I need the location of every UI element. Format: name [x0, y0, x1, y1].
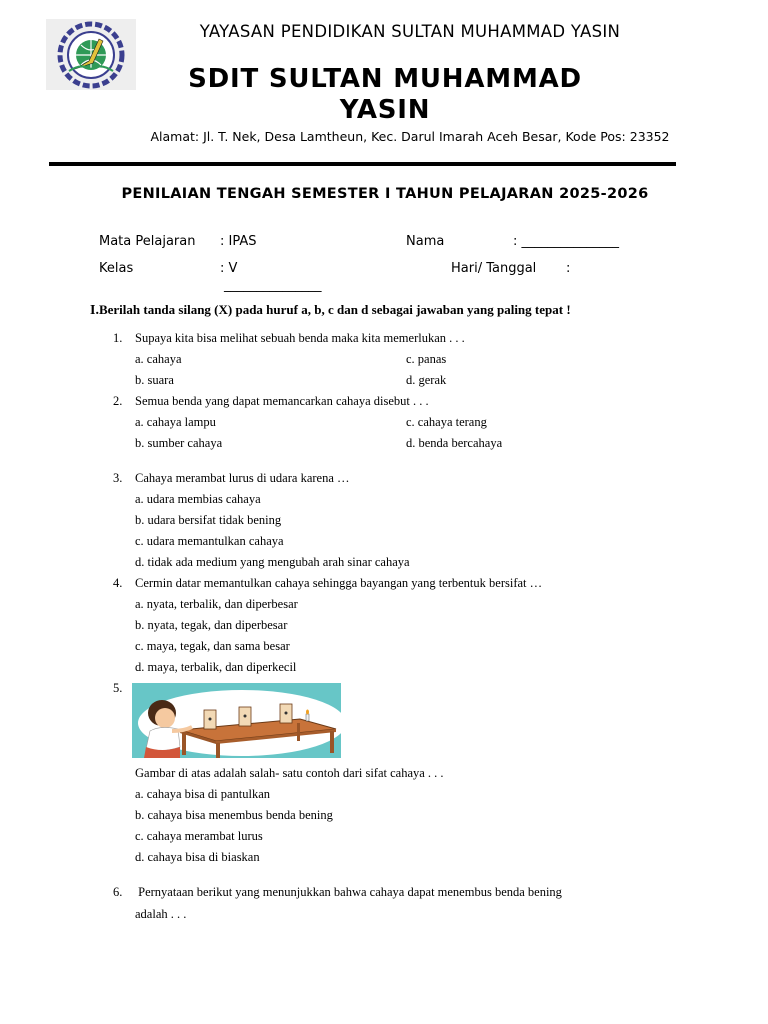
- q5-option-b[interactable]: b. cahaya bisa menembus benda bening: [135, 808, 333, 822]
- q3-option-a[interactable]: a. udara membias cahaya: [135, 492, 261, 506]
- q3-number: 3.: [113, 471, 123, 485]
- q5-option-d[interactable]: d. cahaya bisa di biaskan: [135, 850, 260, 864]
- q1-option-c[interactable]: c. panas: [406, 352, 447, 366]
- instruction-text: Berilah tanda silang (X) pada huruf a, b, c dan d sebagai jawaban yang paling tepat !: [98, 302, 571, 317]
- q3-text: Cahaya merambat lurus di udara karena …: [135, 471, 350, 485]
- q1-text: Supaya kita bisa melihat sebuah benda maka kita memerlukan . . .: [135, 331, 465, 345]
- q5-text: Gambar di atas adalah salah- satu contoh dari sifat cahaya . . .: [135, 766, 444, 780]
- subject-value: : IPAS: [220, 234, 257, 249]
- q2-option-c[interactable]: c. cahaya terang: [406, 415, 487, 429]
- date-colon: :: [566, 261, 571, 276]
- q2-option-a[interactable]: a. cahaya lampu: [135, 415, 216, 429]
- q1-number: 1.: [113, 331, 123, 345]
- class-label: Kelas: [99, 261, 134, 276]
- name-blank[interactable]: : _______________: [513, 234, 620, 249]
- subject-label: Mata Pelajaran: [99, 234, 196, 249]
- school-name: SDIT SULTAN MUHAMMAD YASIN: [188, 64, 582, 125]
- section-instruction: [90, 302, 571, 319]
- name-label: Nama: [406, 234, 445, 249]
- section-number: I.: [90, 303, 99, 318]
- class-value: : V: [220, 261, 238, 276]
- q4-option-b[interactable]: b. nyata, tegak, dan diperbesar: [135, 618, 288, 632]
- q6-text-line1: Pernyataan berikut yang menunjukkan bahwa cahaya dapat menembus benda bening: [135, 885, 562, 899]
- q4-option-d[interactable]: d. maya, terbalik, dan diperkecil: [135, 660, 297, 674]
- q5-option-a[interactable]: a. cahaya bisa di pantulkan: [135, 787, 271, 801]
- q2-option-b[interactable]: b. sumber cahaya: [135, 436, 223, 450]
- exam-title: PENILAIAN TENGAH SEMESTER I TAHUN PELAJARAN 2025-2026: [121, 186, 649, 202]
- q5-number: 5.: [113, 681, 123, 695]
- q4-option-a[interactable]: a. nyata, terbalik, dan diperbesar: [135, 597, 298, 611]
- school-address: Alamat: Jl. T. Nek, Desa Lamtheun, Kec. Darul Imarah Aceh Besar, Kode Pos: 23352: [150, 129, 670, 144]
- foundation-name: YAYASAN PENDIDIKAN SULTAN MUHAMMAD YASIN: [199, 22, 621, 41]
- q5-option-c[interactable]: c. cahaya merambat lurus: [135, 829, 263, 843]
- header-divider: [49, 162, 676, 166]
- q6-number: 6.: [113, 885, 123, 899]
- q2-number: 2.: [113, 394, 123, 408]
- q3-option-c[interactable]: c. udara memantulkan cahaya: [135, 534, 284, 548]
- q3-option-b[interactable]: b. udara bersifat tidak bening: [135, 513, 282, 527]
- q4-option-c[interactable]: c. maya, tegak, dan sama besar: [135, 639, 290, 653]
- date-blank[interactable]: _______________: [224, 278, 322, 293]
- q4-number: 4.: [113, 576, 123, 590]
- q1-option-b[interactable]: b. suara: [135, 373, 174, 387]
- school-logo: [46, 19, 136, 90]
- light-experiment-illustration: [132, 683, 341, 758]
- q2-text: Semua benda yang dapat memancarkan cahaya disebut . . .: [135, 394, 429, 408]
- date-label: Hari/ Tanggal: [451, 261, 537, 276]
- q4-text: Cermin datar memantulkan cahaya sehingga bayangan yang terbentuk bersifat …: [135, 576, 543, 590]
- q2-option-d[interactable]: d. benda bercahaya: [406, 436, 503, 450]
- q3-option-d[interactable]: d. tidak ada medium yang mengubah arah sinar cahaya: [135, 555, 410, 569]
- q6-text-line2: adalah . . .: [135, 907, 187, 921]
- q1-option-d[interactable]: d. gerak: [406, 373, 447, 387]
- q1-option-a[interactable]: a. cahaya: [135, 352, 182, 366]
